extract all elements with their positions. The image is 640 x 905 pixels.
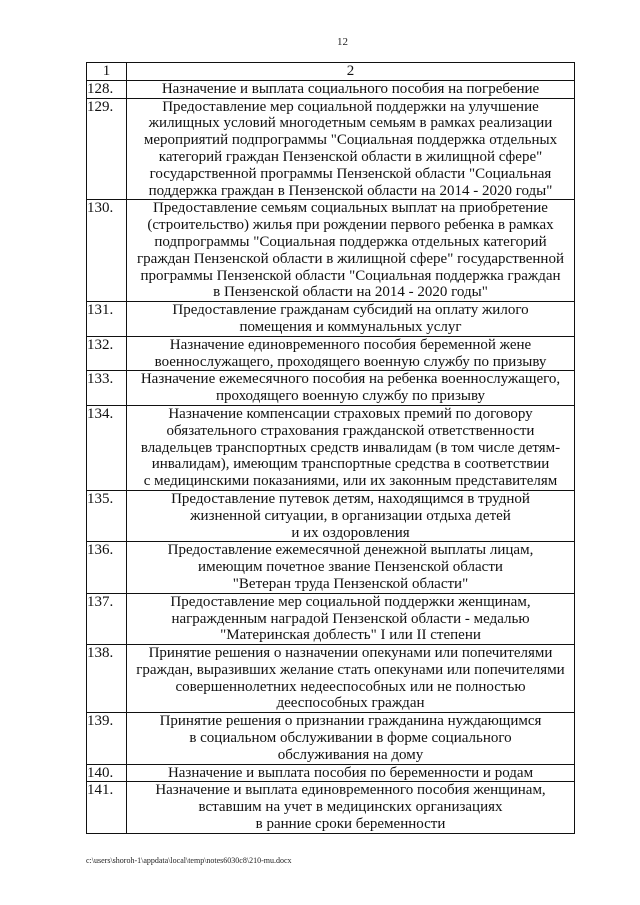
- row-service-name: Назначение и выплата пособия по беременности и родам: [127, 764, 575, 782]
- row-number: 135.: [87, 490, 127, 541]
- row-service-name: Принятие решения о признании гражданина нуждающимся в социальном обслуживании в форме социального обслуживания на дому: [127, 713, 575, 764]
- table-row: [87, 645, 575, 713]
- table-row: [87, 490, 575, 541]
- table-row: [87, 405, 575, 490]
- row-service-name: Предоставление мер социальной поддержки на улучшение жилищных условий многодетным семьям в рамках реализации мероприятий подпрограммы "Социальная поддержка отдельных категорий граждан Пензенской области в жилищной сфере" государственной программы Пензенской области "Социальная поддержка граждан в Пензенской области на 2014 - 2020 годы": [127, 98, 575, 200]
- row-number: 128.: [87, 80, 127, 98]
- row-number: 136.: [87, 542, 127, 593]
- table-row: [87, 593, 575, 644]
- row-number: 140.: [87, 764, 127, 782]
- page-number: 12: [337, 36, 348, 48]
- row-service-name: Предоставление гражданам субсидий на оплату жилого помещения и коммунальных услуг: [127, 302, 575, 337]
- row-service-name: Предоставление ежемесячной денежной выплаты лицам, имеющим почетное звание Пензенской области "Ветеран труда Пензенской области": [127, 542, 575, 593]
- row-service-name: Назначение ежемесячного пособия на ребенка военнослужащего, проходящего военную службу по призыву: [127, 371, 575, 406]
- row-service-name: Принятие решения о назначении опекунами или попечителями граждан, выразивших желание стать опекунами или попечителями совершеннолетних недееспособных или не полностью дееспособных граждан: [127, 645, 575, 713]
- row-service-name: Предоставление семьям социальных выплат на приобретение (строительство) жилья при рождении первого ребенка в рамках подпрограммы "Социальная поддержка отдельных категорий граждан Пензенской области в жилищной сфере" государственной программы Пензенской области "Социальная поддержка граждан в Пензенской области на 2014 - 2020 годы": [127, 200, 575, 302]
- row-service-name: Назначение компенсации страховых премий по договору обязательного страхования гражданской ответственности владельцев транспортных средств инвалидам (в том числе детям- инвалидам), имеющим транспортные средства в соответствии с медицинскими показаниями, или их законным представителям: [127, 405, 575, 490]
- row-service-name: Предоставление мер социальной поддержки женщинам, награжденным наградой Пензенской области - медалью "Материнская доблесть" I или II степени: [127, 593, 575, 644]
- column-header-service: 2: [127, 63, 575, 81]
- row-number: 131.: [87, 302, 127, 337]
- row-number: 129.: [87, 98, 127, 200]
- table-row: [87, 98, 575, 200]
- row-number: 130.: [87, 200, 127, 302]
- table-row: [87, 371, 575, 406]
- table-row: [87, 200, 575, 302]
- row-number: 139.: [87, 713, 127, 764]
- row-number: 133.: [87, 371, 127, 406]
- file-path-footer: c:\users\shoroh-1\appdata\local\temp\notes6030c8\210-mu.docx: [86, 856, 292, 865]
- table-row: [87, 713, 575, 764]
- row-service-name: Назначение и выплата социального пособия на погребение: [127, 80, 575, 98]
- column-header-number: 1: [87, 63, 127, 81]
- table-row: [87, 764, 575, 782]
- row-service-name: Назначение и выплата единовременного пособия женщинам, вставшим на учет в медицинских организациях в ранние сроки беременности: [127, 782, 575, 833]
- row-number: 137.: [87, 593, 127, 644]
- row-number: 138.: [87, 645, 127, 713]
- row-number: 134.: [87, 405, 127, 490]
- table-row: [87, 336, 575, 371]
- table-row: [87, 80, 575, 98]
- row-number: 141.: [87, 782, 127, 833]
- row-service-name: Предоставление путевок детям, находящимся в трудной жизненной ситуации, в организации отдыха детей и их оздоровления: [127, 490, 575, 541]
- row-service-name: Назначение единовременного пособия беременной жене военнослужащего, проходящего военную службу по призыву: [127, 336, 575, 371]
- row-number: 132.: [87, 336, 127, 371]
- table-row: [87, 542, 575, 593]
- services-table: [86, 62, 575, 834]
- table-row: [87, 302, 575, 337]
- table-row: [87, 782, 575, 833]
- table-header-row: [87, 63, 575, 81]
